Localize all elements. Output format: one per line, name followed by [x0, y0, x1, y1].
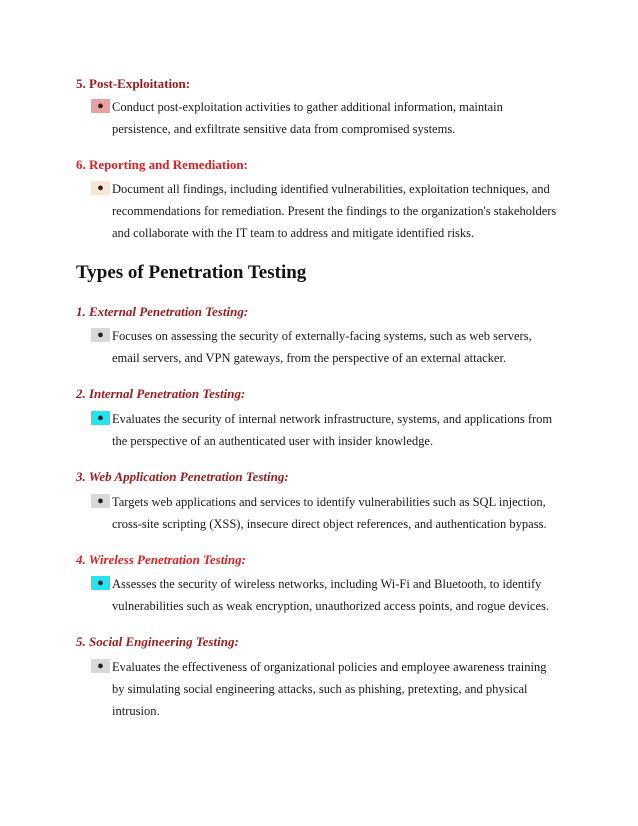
text-line: Targets web applications and services to identify vulnerabilities such as SQL injection,	[112, 495, 546, 509]
text-line: email servers, and VPN gateways, from the perspective of an external attacker.	[112, 351, 507, 365]
bullet-paragraph	[112, 573, 582, 617]
type-heading-internal: 2. Internal Penetration Testing:	[76, 386, 246, 401]
type-heading-wireless: 4. Wireless Penetration Testing:	[76, 552, 246, 567]
text-line: Assesses the security of wireless networks, including Wi-Fi and Bluetooth, to identify	[112, 577, 542, 591]
text-line: Document all findings, including identified vulnerabilities, exploitation techniques, and	[112, 182, 550, 196]
type-heading-social-engineering: 5. Social Engineering Testing:	[76, 634, 239, 649]
text-line: Evaluates the security of internal network infrastructure, systems, and applications from	[112, 412, 553, 426]
type-heading-external: 1. External Penetration Testing:	[76, 304, 249, 319]
text-line: intrusion.	[112, 704, 160, 718]
text-line: the perspective of an authenticated user with insider knowledge.	[112, 434, 434, 448]
bullet-paragraph	[112, 491, 582, 535]
bullet-icon: ●	[91, 576, 110, 590]
bullet-icon: ●	[91, 328, 110, 342]
text-line: Conduct post-exploitation activities to gather additional information, maintain	[112, 100, 503, 114]
text-line: Evaluates the effectiveness of organizational policies and employee awareness training	[112, 660, 547, 674]
bullet-icon: ●	[91, 659, 110, 673]
text-line: vulnerabilities such as weak encryption, unauthorized access points, and rogue devices.	[112, 599, 550, 613]
type-heading-web-application: 3. Web Application Penetration Testing:	[76, 469, 289, 484]
bullet-icon: ●	[91, 494, 110, 508]
bullet-icon: ●	[91, 99, 110, 113]
text-line: cross-site scripting (XSS), insecure direct object references, and authentication bypass.	[112, 517, 547, 531]
text-line: recommendations for remediation. Present the findings to the organization's stakeholders	[112, 204, 557, 218]
bullet-paragraph	[112, 325, 582, 369]
bullet-icon: ●	[91, 181, 110, 195]
text-line: by simulating social engineering attacks, such as phishing, pretexting, and physical	[112, 682, 528, 696]
section-heading-reporting: 6. Reporting and Remediation:	[76, 157, 248, 172]
page-title: Types of Penetration Testing	[76, 262, 307, 283]
bullet-paragraph	[112, 96, 582, 140]
bullet-icon: ●	[91, 411, 110, 425]
bullet-paragraph	[112, 408, 582, 452]
bullet-paragraph	[112, 178, 582, 244]
text-line: Focuses on assessing the security of externally-facing systems, such as web servers,	[112, 329, 532, 343]
bullet-paragraph	[112, 656, 582, 722]
section-heading-post-exploitation: 5. Post-Exploitation:	[76, 76, 191, 91]
text-line: and collaborate with the IT team to address and mitigate identified risks.	[112, 226, 475, 240]
text-line: persistence, and exfiltrate sensitive data from compromised systems.	[112, 122, 456, 136]
